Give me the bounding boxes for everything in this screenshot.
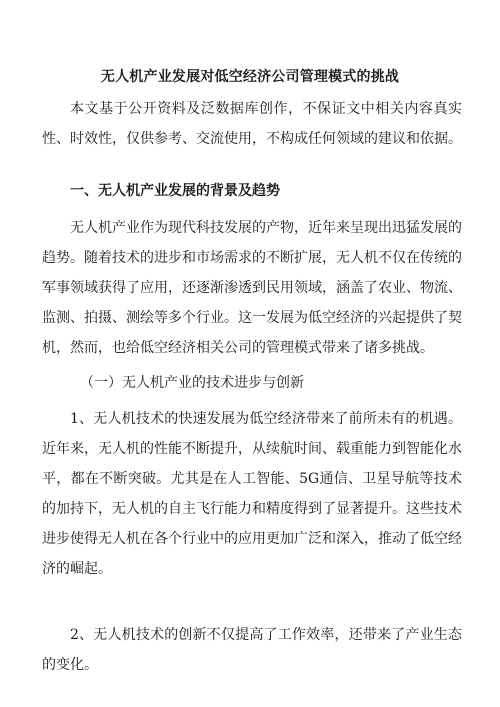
body-paragraph-point-1: 1、无人机技术的快速发展为低空经济带来了前所未有的机遇。近年来，无人机的性能不断提升，从续航时间、载重能力到智能化水平，都在不断突破。尤其是在人工智能、5G通信、卫星导航等技术的加持下，无人机的自主飞行能力和精度得到了显著提升。这些技术进步使得无人机在各个行业中的应用更加广泛和深入，推动了低空经济的崛起。 xyxy=(42,411,462,577)
section-heading: 一、无人机产业发展的背景及趋势 xyxy=(70,183,280,199)
subsection-heading: （一）无人机产业的技术进步与创新 xyxy=(80,375,304,391)
body-paragraph-point-2: 2、无人机技术的创新不仅提高了工作效率，还带来了产业生态的变化。 xyxy=(42,627,462,673)
document-title: 无人机产业发展对低空经济公司管理模式的挑战 xyxy=(100,69,400,85)
disclaimer-paragraph: 本文基于公开资料及泛数据库创作，不保证文中相关内容真实性、时效性，仅供参考、交流使用，不构成任何领域的建议和依据。 xyxy=(42,101,462,147)
body-paragraph: 无人机产业作为现代科技发展的产物，近年来呈现出迅猛发展的趋势。随着技术的进步和市场需求的不断扩展，无人机不仅在传统的军事领域获得了应用，还逐渐渗透到民用领域，涵盖了农业、物流、监测、拍摄、测绘等多个行业。这一发展为低空经济的兴起提供了契机，然而，也给低空经济相关公司的管理模式带来了诸多挑战。 xyxy=(42,220,462,356)
